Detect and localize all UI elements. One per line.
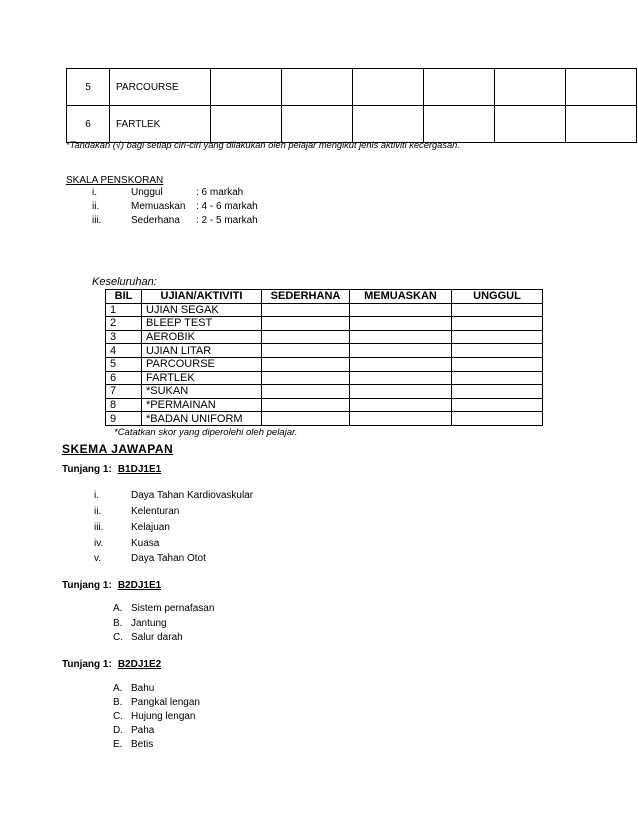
item-text: Paha [131, 725, 155, 736]
section-heading [62, 659, 161, 670]
header-unggul: UNGGUL [452, 290, 543, 304]
item-num: iii. [94, 522, 104, 533]
score-cell [350, 344, 452, 358]
table-row [67, 69, 637, 106]
check-cell [282, 69, 353, 106]
table-row [106, 357, 543, 371]
item-text: Kuasa [131, 538, 160, 549]
score-cell [262, 398, 350, 412]
score-cell [350, 371, 452, 385]
score-note: *Catatkan skor yang diperolehi oleh pelajar. [114, 427, 298, 438]
score-cell [350, 412, 452, 426]
section-code: B2DJ1E1 [117, 580, 162, 591]
score-cell [262, 357, 350, 371]
item-num: iv. [94, 538, 104, 549]
scale-num: iii. [92, 215, 102, 226]
bil-cell: 4 [106, 344, 142, 358]
check-cell [282, 106, 353, 143]
table-row [106, 317, 543, 331]
activity-cell: BLEEP TEST [142, 317, 262, 331]
bil-cell: 8 [106, 398, 142, 412]
check-cell [211, 106, 282, 143]
item-text: Kelenturan [131, 506, 180, 517]
summary-title: Keseluruhan: [92, 276, 157, 288]
activity-cell: AEROBIK [142, 330, 262, 344]
score-cell [452, 385, 543, 399]
item-text: Jantung [131, 618, 167, 629]
activity-cell: UJIAN LITAR [142, 344, 262, 358]
check-cell [495, 106, 566, 143]
activity-cell: *SUKAN [142, 385, 262, 399]
item-text: Hujung lengan [131, 711, 196, 722]
check-cell [424, 69, 495, 106]
score-cell [452, 317, 543, 331]
check-cell [566, 69, 637, 106]
activity-cell: PARCOURSE [142, 357, 262, 371]
item-num: D. [113, 725, 123, 736]
score-cell [262, 317, 350, 331]
item-num: C. [113, 632, 123, 643]
table-header-row [106, 290, 543, 304]
bil-cell: 6 [106, 371, 142, 385]
score-cell [452, 412, 543, 426]
scale-value: : 6 markah [196, 187, 244, 198]
item-text: Sistem pernafasan [131, 603, 215, 614]
activity-name: PARCOURSE [110, 69, 211, 106]
item-num: A. [113, 603, 123, 614]
score-cell [350, 357, 452, 371]
section-label: Tunjang 1: [62, 464, 112, 475]
section-label: Tunjang 1: [62, 580, 112, 591]
item-num: B. [113, 697, 123, 708]
score-cell [350, 303, 452, 317]
check-cell [353, 106, 424, 143]
score-cell [350, 385, 452, 399]
scale-value: : 2 - 5 markah [196, 215, 258, 226]
score-cell [350, 330, 452, 344]
section-heading [62, 580, 161, 591]
activity-cell: FARTLEK [142, 371, 262, 385]
score-cell [350, 317, 452, 331]
bil-cell: 9 [106, 412, 142, 426]
check-cell [211, 69, 282, 106]
score-cell [350, 398, 452, 412]
check-cell [495, 69, 566, 106]
score-cell [262, 330, 350, 344]
item-text: Bahu [131, 683, 155, 694]
item-text: Betis [131, 739, 154, 750]
item-num: v. [94, 553, 102, 564]
check-cell [424, 106, 495, 143]
score-cell [452, 344, 543, 358]
table-row [106, 330, 543, 344]
item-num: i. [94, 490, 99, 501]
check-cell [566, 106, 637, 143]
activity-cell: *BADAN UNIFORM [142, 412, 262, 426]
scale-num: ii. [92, 201, 100, 212]
table-row [106, 398, 543, 412]
bil-cell: 2 [106, 317, 142, 331]
bil-cell: 3 [106, 330, 142, 344]
bil-cell: 7 [106, 385, 142, 399]
item-text: Daya Tahan Otot [131, 553, 206, 564]
row-number: 6 [67, 106, 110, 143]
row-number: 5 [67, 69, 110, 106]
item-num: E. [113, 739, 123, 750]
header-memuaskan: MEMUASKAN [350, 290, 452, 304]
table-row [106, 385, 543, 399]
activity-checklist-table [66, 68, 637, 143]
item-num: C. [113, 711, 123, 722]
section-code: B2DJ1E2 [117, 659, 162, 670]
score-cell [452, 398, 543, 412]
table-row [106, 344, 543, 358]
bil-cell: 5 [106, 357, 142, 371]
score-cell [452, 371, 543, 385]
bil-cell: 1 [106, 303, 142, 317]
score-cell [452, 357, 543, 371]
summary-table [105, 289, 543, 426]
scale-label: Memuaskan [131, 201, 186, 212]
answer-scheme-title: SKEMA JAWAPAN [62, 442, 174, 456]
item-text: Kelajuan [131, 522, 170, 533]
activity-cell: UJIAN SEGAK [142, 303, 262, 317]
header-bil: BIL [106, 290, 142, 304]
scale-value: : 4 - 6 markah [196, 201, 258, 212]
scale-label: Unggul [131, 187, 163, 198]
score-cell [262, 303, 350, 317]
score-cell [452, 330, 543, 344]
scale-label: Sederhana [131, 215, 180, 226]
score-cell [262, 385, 350, 399]
score-cell [262, 344, 350, 358]
item-text: Salur darah [131, 632, 183, 643]
header-activity: UJIAN/AKTIVITI [142, 290, 262, 304]
item-num: ii. [94, 506, 102, 517]
item-text: Daya Tahan Kardiovaskular [131, 490, 254, 501]
score-cell [262, 371, 350, 385]
table-row [106, 371, 543, 385]
item-text: Pangkal lengan [131, 697, 200, 708]
activity-cell: *PERMAINAN [142, 398, 262, 412]
tick-instruction-note: *Tandakan (√) bagi setiap ciri-ciri yang dilakukan oleh pelajar mengikut jenis aktiviti kecergasan. [66, 140, 460, 150]
table-row [106, 303, 543, 317]
item-num: B. [113, 618, 123, 629]
activity-name: FARTLEK [110, 106, 211, 143]
score-cell [262, 412, 350, 426]
score-cell [452, 303, 543, 317]
table-row [67, 106, 637, 143]
item-num: A. [113, 683, 123, 694]
table-row [106, 412, 543, 426]
scale-num: i. [92, 187, 97, 198]
section-code: B1DJ1E1 [117, 464, 162, 475]
section-label: Tunjang 1: [62, 659, 112, 670]
scale-title: SKALA PENSKORAN [66, 175, 164, 186]
check-cell [353, 69, 424, 106]
section-heading [62, 464, 161, 475]
header-sederhana: SEDERHANA [262, 290, 350, 304]
